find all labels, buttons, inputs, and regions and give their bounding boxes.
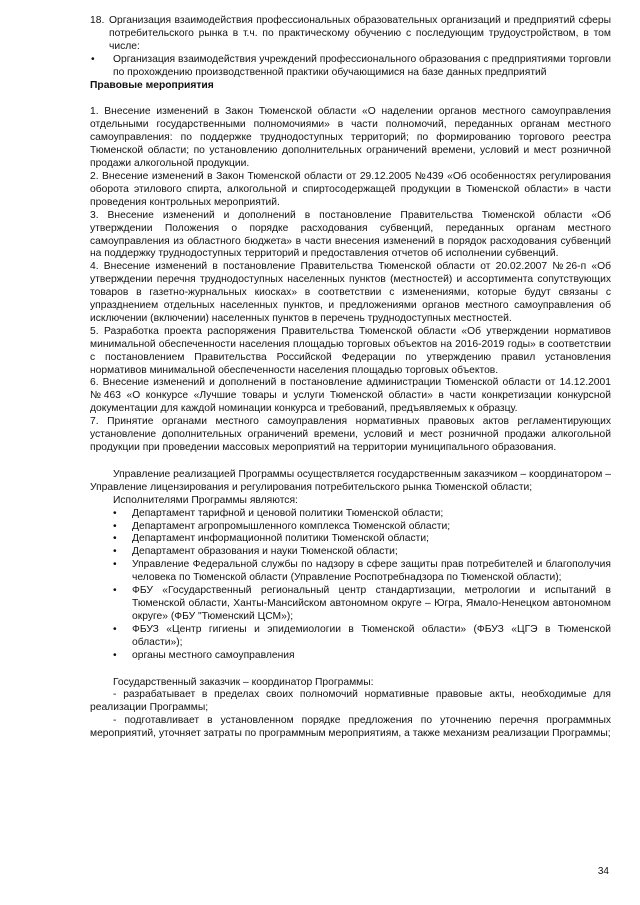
bullet-icon: • — [113, 520, 117, 532]
list-item: • Департамент агропромышленного комплекса Тюменской области; — [113, 520, 451, 532]
list-item: • Управление Федеральной службы по надзору в сфере защиты прав потребителей и благополучия человека по Тюменской области (Управление Роспотребнадзора по Тюменской области); — [113, 559, 611, 584]
item-18-number: 18. — [90, 15, 105, 26]
customer-duty-1: - разрабатывает в пределах своих полномочий нормативные правовые акты, необходимые для реализации Программы; — [90, 689, 611, 714]
executors-list — [90, 508, 611, 663]
legal-item-5: 5. Разработка проекта распоряжения Правительства Тюменской области «Об утверждении нормативов минимальной обеспеченности населения площадью торговых объектов на 2016-2019 годы» в соответствии с постановлением Правительства Российской Федерации по утверждению правил установления нормативов минимальной обеспеченности населения площадью торговых объектов. — [90, 325, 611, 376]
bullet-icon: • — [113, 559, 117, 571]
executors-intro: Исполнителями Программы являются: — [113, 494, 298, 506]
item-18 — [90, 15, 611, 54]
item-18-bullet — [90, 54, 611, 80]
customer-intro: Государственный заказчик – координатор Программы: — [113, 676, 374, 688]
bullet-icon: • — [113, 623, 117, 635]
list-item: • органы местного самоуправления — [113, 649, 295, 661]
bullet-icon: • — [113, 507, 117, 519]
bullet-icon: • — [113, 533, 117, 545]
page-content — [90, 15, 611, 741]
bullet-icon: • — [113, 649, 117, 661]
legal-item-2: 2. Внесение изменений в Закон Тюменской области от 29.12.2005 №439 «Об особенностях регулирования оборота этилового спирта, алкогольной и спиртосодержащей продукции в Тюменской области» в части проведения контрольных мероприятий. — [90, 170, 611, 208]
legal-item-4: 4. Внесение изменений в постановление Правительства Тюменской области от 20.02.2007 №26-п «Об утверждении перечня труднодоступных населенных пунктов (местностей) и ассортимента сопутствующих товаров в газетно-журнальных киосках» в соответствии с изменениями, которые будут связаны с упразднением отдельных населенных пунктов, и предложениями органов местного самоуправления об исключении (включении) населенных пунктов в перечень труднодоступных местностей. — [90, 261, 611, 324]
bullet-icon: • — [91, 53, 95, 65]
legal-item-1: 1. Внесение изменений в Закон Тюменской области «О наделении органов местного самоуправления отдельными государственными полномочиями» в части полномочий, переданных органам местного самоуправления: по поддержке труднодоступных территорий; по формированию торгового реестра Тюменской области; по установлению дополнительных ограничений времени, условий и мест розничной продажи алкогольной продукции. — [90, 106, 611, 170]
list-item: • ФБУ «Государственный региональный центр стандартизации, метрологии и испытаний в Тюменской области, Ханты-Мансийском автономном округе – Югра, Ямало-Ненецком автономном округе» (ФБУ "Тюменский ЦСМ»); — [113, 585, 611, 622]
management-paragraph: Управление реализацией Программы осуществляется государственным заказчиком – координатором – Управление лицензирования и регулирования потребительского рынка Тюменской области; — [90, 468, 611, 493]
page-number: 34 — [597, 866, 609, 877]
legal-item-7: 7. Принятие органами местного самоуправления нормативных правовых актов регламентирующих установление дополнительных ограничений времени, условий и мест розничной продажи алкогольной продукции при проведении массовых мероприятий на территории муниципального образования. — [90, 416, 611, 453]
section-heading: Правовые мероприятия — [90, 79, 214, 91]
item-18-text: Организация взаимодействия профессиональных образовательных организаций и предприятий сферы потребительского рынка в т.ч. по практическому обучению с последующим трудоустройством, в том числе: — [109, 15, 611, 52]
customer-duty-2: - подготавливает в установленном порядке предложения по уточнению перечня программных мероприятий, уточняет затраты по программным мероприятиям, а также механизм реализации Программы; — [90, 715, 611, 740]
list-item: • ФБУЗ «Центр гигиены и эпидемиологии в Тюменской области» (ФБУЗ «ЦГЭ в Тюменской области»); — [113, 623, 611, 648]
legal-item-3: 3. Внесение изменений и дополнений в постановление Правительства Тюменской области «Об утверждении Положения о порядке расходования субвенций, переданных органам местного самоуправления из областного бюджета» в части внесения изменений в порядок расходования субвенций на поддержку труднодоступных территорий и предоставления отчетов об исполнении субвенций. — [90, 209, 611, 260]
item-18-bullet-text: Организация взаимодействия учреждений профессионального образования с предприятиями торговли по прохождению производственной практики обучающимися на базе данных предприятий — [113, 53, 611, 78]
bullet-icon: • — [113, 585, 117, 597]
legal-item-6: 6. Внесение изменений и дополнений в постановление администрации Тюменской области от 14.12.2001 №463 «О конкурсе «Лучшие товары и услуги Тюменской области» в части конкретизации конкурсной документации для каждой номинации конкурса и требований, предъявляемых к образцу. — [90, 377, 611, 415]
list-item: • Департамент образования и науки Тюменской области; — [113, 546, 398, 558]
list-item: • Департамент информационной политики Тюменской области; — [113, 533, 429, 545]
list-item: • Департамент тарифной и ценовой политики Тюменской области; — [113, 507, 444, 519]
bullet-icon: • — [113, 546, 117, 558]
